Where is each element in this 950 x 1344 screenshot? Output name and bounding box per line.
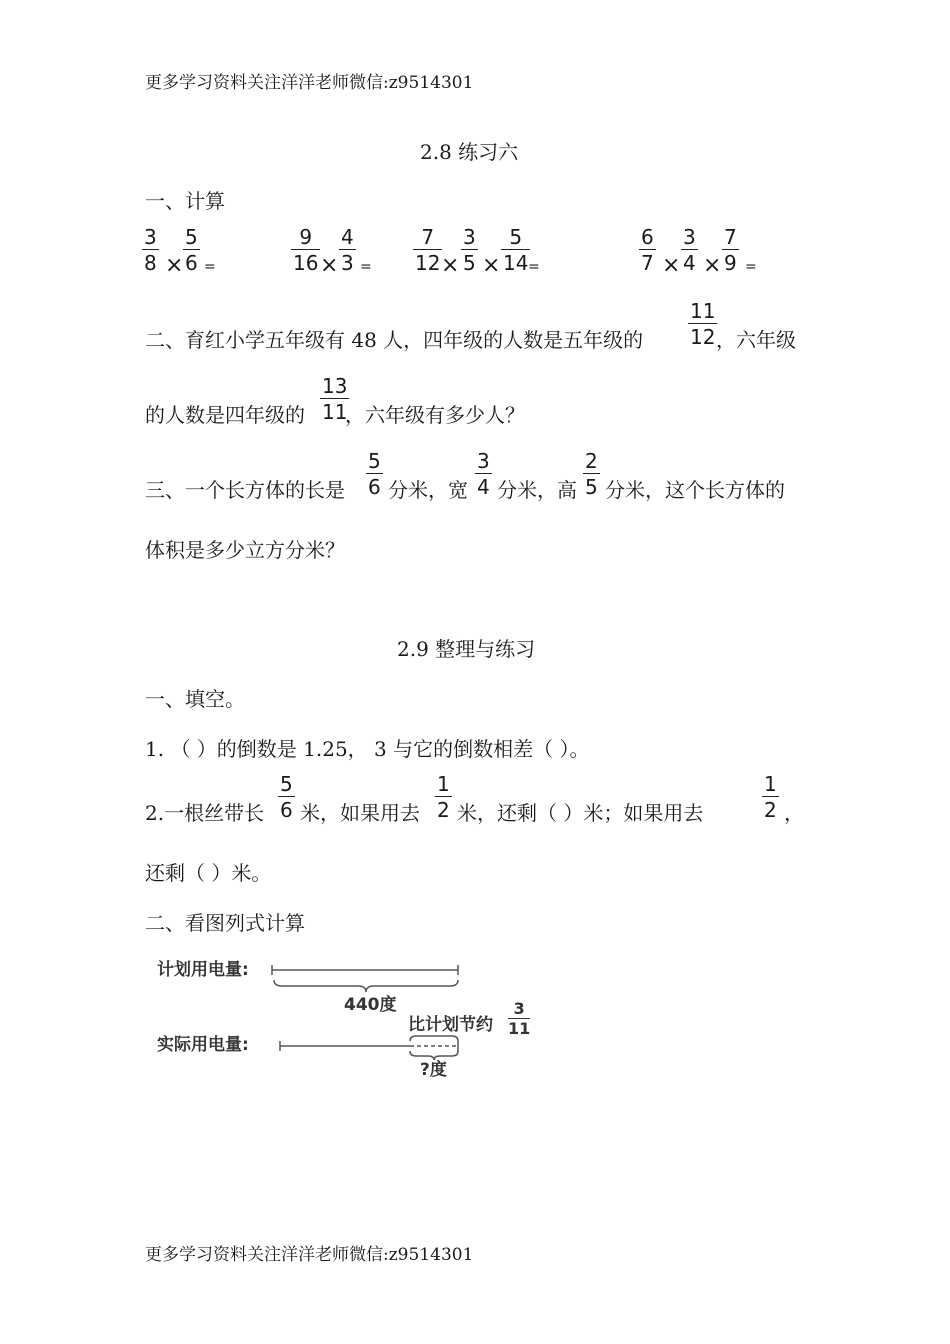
fraction: 4 3: [341, 225, 354, 275]
part3-seg1: 三、一个长方体的长是: [145, 478, 345, 502]
fraction: 1 2: [437, 772, 450, 822]
part3-seg2: 分米，宽: [388, 478, 468, 502]
times-sign: ×: [703, 253, 722, 278]
saved-brace-bottom: [410, 1051, 458, 1060]
fraction: 5 6: [185, 225, 198, 275]
fill-blank-q2-seg3: 米，还剩（ ）米；如果用去: [457, 801, 704, 825]
page-footer: 更多学习资料关注洋洋老师微信:z9514301: [145, 1245, 474, 1265]
equals-sign: =: [528, 259, 540, 275]
equals-sign: =: [360, 259, 372, 275]
fraction: 5 6: [368, 449, 381, 499]
part3-line2: 体积是多少立方分米？: [145, 538, 345, 562]
section-title-2-8: 2.8 练习六: [420, 140, 519, 164]
fraction: 7 12: [415, 225, 441, 275]
part1-heading: 一、计算: [145, 189, 225, 213]
fill-blank-q2-line2: 还剩（ ）米。: [145, 861, 272, 885]
fraction: 6 7: [641, 225, 654, 275]
plan-value: 440度: [344, 995, 397, 1015]
times-sign: ×: [441, 253, 460, 278]
fraction: 1 2: [764, 772, 777, 822]
times-sign: ×: [482, 253, 501, 278]
fraction: 13 11: [322, 374, 348, 424]
times-sign: ×: [662, 253, 681, 278]
unknown-value: ?度: [420, 1060, 447, 1080]
fraction: 5 14: [503, 225, 529, 275]
saved-brace-top: [410, 1036, 458, 1041]
fill-blank-heading: 一、填空。: [145, 687, 245, 711]
fraction: 3 4: [477, 449, 490, 499]
fraction: 2 5: [585, 449, 598, 499]
fill-blank-q2-seg4: ，: [784, 801, 804, 825]
fraction: 9 16: [293, 225, 319, 275]
fraction: 3 4: [683, 225, 696, 275]
plan-brace: [274, 980, 458, 992]
diagram-heading: 二、看图列式计算: [145, 911, 305, 935]
save-fraction: 3 11: [508, 999, 531, 1038]
fraction: 3 8: [144, 225, 157, 275]
part2-line1-end: ，六年级: [716, 328, 796, 352]
times-sign: ×: [320, 253, 339, 278]
actual-label: 实际用电量:: [157, 1035, 249, 1055]
fill-blank-q1: 1. （ ）的倒数是 1.25， 3 与它的倒数相差（ ）。: [145, 737, 590, 761]
fraction: 11 12: [690, 299, 716, 349]
save-label: 比计划节约: [408, 1015, 493, 1035]
times-sign: ×: [165, 253, 184, 278]
equals-sign: =: [204, 259, 216, 275]
fill-blank-q2-seg1: 2.一根丝带长: [145, 801, 265, 825]
fraction: 3 5: [463, 225, 476, 275]
part2-line2: 的人数是四年级的: [145, 403, 305, 427]
part2-line2-end: ，六年级有多少人？: [345, 403, 525, 427]
equals-sign: =: [745, 259, 757, 275]
fraction: 5 6: [280, 772, 293, 822]
plan-label: 计划用电量:: [157, 960, 249, 980]
part3-seg3: 分米，高: [497, 478, 577, 502]
part3-seg4: 分米，这个长方体的: [605, 478, 785, 502]
page-header: 更多学习资料关注洋洋老师微信:z9514301: [145, 73, 474, 93]
section-title-2-9: 2.9 整理与练习: [397, 637, 536, 661]
fill-blank-q2-seg2: 米，如果用去: [300, 801, 420, 825]
part2-line1: 二、育红小学五年级有 48 人，四年级的人数是五年级的: [145, 328, 644, 352]
fraction: 7 9: [724, 225, 737, 275]
